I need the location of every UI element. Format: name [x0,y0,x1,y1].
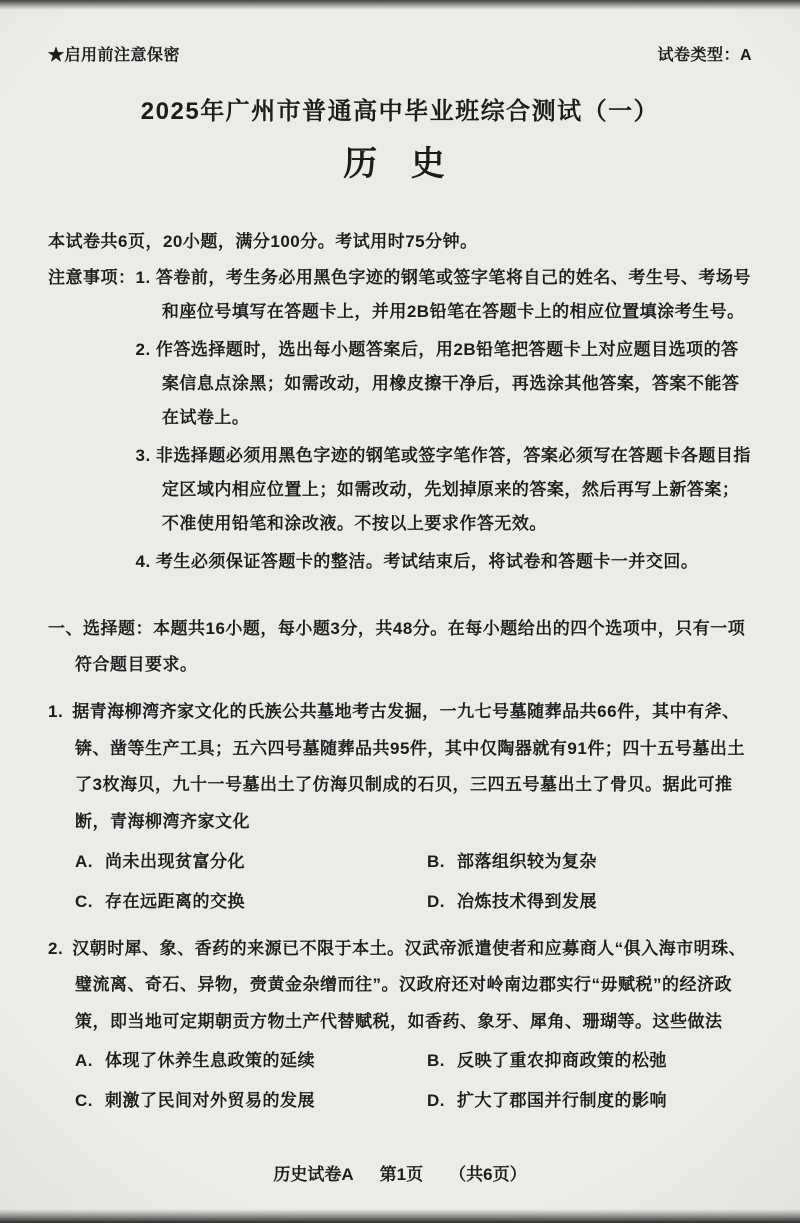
paper-type-label: 试卷类型：A [657,47,752,64]
question-options [75,845,752,919]
option-b [427,845,752,879]
option-label: C. [75,891,93,911]
note-item: 1. 答卷前，考生务必用黑色字迹的钢笔或签字笔将自己的姓名、考生号、考场号和座位号填写在答题卡上，并用2B铅笔在答题卡上的相应位置填涂考生号。 [135,268,751,321]
option-label: B. [427,851,445,871]
option-label: A. [75,851,93,871]
option-c [75,885,427,919]
option-text: 冶炼技术得到发展 [457,891,597,911]
scan-edge-top [0,0,800,10]
question-number: 2. [48,938,64,958]
option-text: 部落组织较为复杂 [457,851,597,871]
option-label: D. [427,891,445,911]
subject-title: 历 史 [343,145,457,183]
option-c [75,1084,427,1118]
option-a [75,845,427,879]
footer-paper-name: 历史试卷A [273,1165,354,1184]
option-text: 尚未出现贫富分化 [105,851,245,871]
option-text: 反映了重农抑商政策的松弛 [457,1051,667,1071]
question-options [75,1044,752,1118]
option-text: 刺激了民间对外贸易的发展 [105,1091,315,1111]
option-text: 体现了休养生息政策的延续 [105,1051,315,1071]
option-label: D. [427,1091,445,1111]
notes-block [48,261,752,583]
option-a [75,1044,427,1078]
exam-info: 本试卷共6页，20小题，满分100分。考试用时75分钟。 [48,232,478,251]
question-1 [48,694,752,918]
security-notice: ★启用前注意保密 [48,47,181,64]
option-d [427,885,752,919]
page-header [48,42,752,65]
page-footer [0,1160,800,1185]
option-b [427,1044,752,1078]
option-label: A. [75,1051,93,1071]
question-stem [48,694,752,840]
exam-title: 2025年广州市普通高中毕业班综合测试（一） [140,98,660,125]
option-text: 扩大了郡国并行制度的影响 [457,1091,667,1111]
question-number: 1. [48,702,64,722]
note-item: 4. 考生必须保证答题卡的整洁。考试结束后，将试卷和答题卡一并交回。 [135,552,699,571]
note-item: 3. 非选择题必须用黑色字迹的钢笔或签字笔作答，答案必须写在答题卡各题目指定区域内相应位置上；如需改动，先划掉原来的答案，然后再写上新答案；不准使用铅笔和涂改液。不按以上要求作答无效。 [135,446,751,533]
option-label: C. [75,1091,93,1111]
question-text: 据青海柳湾齐家文化的氏族公共墓地考古发掘，一九七号墓随葬品共66件，其中有斧、锛、凿等生产工具；五六四号墓随葬品共95件，其中仅陶器就有91件；四十五号墓出土了3枚海贝，九十一号墓出土了仿海贝制成的石贝，三四五号墓出土了骨贝。据此可推断，青海柳湾齐家文化 [72,702,745,832]
question-text: 汉朝时犀、象、香药的来源已不限于本土。汉武帝派遣使者和应募商人“俱入海市明珠、璧流离、奇石、异物，赍黄金杂缯而往”。汉政府还对岭南边郡实行“毋赋税”的经济政策，即当地可定期朝贡方物土产代替赋税，如香药、象牙、犀角、珊瑚等。这些做法 [72,938,747,1031]
question-stem [48,931,752,1041]
notes-label: 注意事项： [48,268,136,287]
footer-total-pages: （共6页） [449,1165,527,1184]
option-label: B. [427,1051,445,1071]
note-item: 2. 作答选择题时，选出每小题答案后，用2B铅笔把答题卡上对应题目选项的答案信息点涂黑；如需改动，用橡皮擦干净后，再选涂其他答案，答案不能答在试卷上。 [135,340,740,427]
scan-edge-bottom [0,1209,800,1223]
option-text: 存在远距离的交换 [105,891,245,911]
notes-items [136,261,753,583]
option-d [427,1084,752,1118]
section-heading: 一、选择题：本题共16小题，每小题3分，共48分。在每小题给出的四个选项中，只有一项符合题目要求。 [48,619,746,674]
question-2 [48,931,752,1119]
footer-page-number: 第1页 [379,1165,424,1184]
